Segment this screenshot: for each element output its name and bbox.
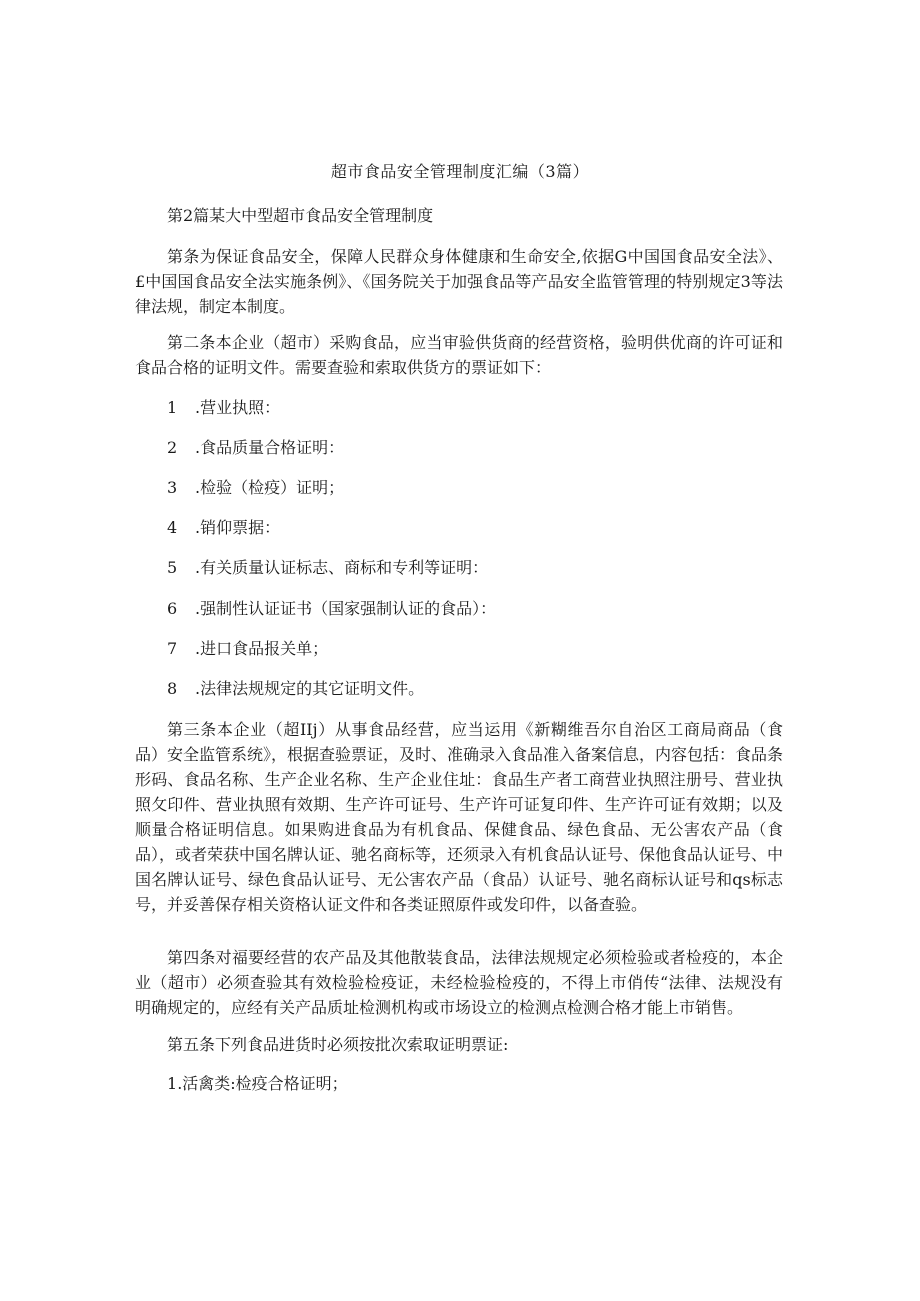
list-item [135, 436, 783, 460]
list-item-number: 2 [167, 438, 178, 457]
list-item [135, 476, 783, 500]
document-title: 超市食品安全管理制度汇编（3篇） [330, 162, 590, 181]
list-item [135, 396, 783, 420]
section-heading: 第2篇某大中型超市食品安全管理制度 [167, 206, 434, 225]
list-item-text: .营业执照： [195, 398, 281, 417]
list-item [135, 637, 783, 661]
list-item-text: .活禽类:检疫合格证明； [177, 1074, 348, 1093]
list-item [135, 677, 783, 701]
list-item-number: 3 [167, 478, 178, 497]
article-1: 第条为保证食品安全，保障人民群众身体健康和生命安全,依据G中国国食品安全法》、£中国国食品安全法实施条例》、《国务院关于加强食品等产品安全监管管理的特别规定3等法律法规，制定本制度。 [135, 247, 783, 316]
article-3: 第三条本企业（超IIj）从事食品经营，应当运用《新糊维吾尔自治区工商局商品（食品）安全监管系统》，根据查验票证，及时、准确录入食品准入备案信息，内容包括：食品条形码、食品名称、生产企业名称、生产企业住址：食品生产者工商营业执照注册号、营业执照攵印件、营业执照有效期、生产许可证号、生产许可证复印件、生产许可证有效期；以及顺量合格证明信息。如果购进食品为有机食品、保健食品、绿色食品、无公害农产品（食品），或者荣获中国名牌认证、驰名商标等，还须录入有机食品认证号、保他食品认证号、中国名牌认证号、绿色食品认证号、无公害农产品（食品）认证号、驰名商标认证号和qs标志号，并妥善保存相关资格认证文件和各类证照原件或发印件，以备查验。 [135, 720, 784, 914]
list-item-number: 4 [167, 518, 178, 537]
list-item-text: .检验（检疫）证明； [195, 478, 345, 497]
list-item-number: 7 [167, 639, 178, 658]
list-item [135, 516, 783, 540]
article-2: 第二条本企业（超市）采购食品，应当审验供货商的经营资格，验明供优商的许可证和食品合格的证明文件。需要查验和索取供货方的票证如下： [135, 333, 783, 377]
list-item-text: .销仰票据： [195, 518, 281, 537]
list-item-text: .法律法规规定的其它证明文件。 [195, 679, 425, 698]
list-item [135, 1072, 783, 1096]
list-item-text: .强制性认证证书（国家强制认证的食品）： [195, 599, 497, 618]
list-item-number: 5 [167, 558, 178, 577]
list-item-text: .进口食品报关单； [195, 639, 329, 658]
article-4: 第四条对福要经营的农产品及其他散装食品，法律法规规定必须检验或者检疫的，本企业（超市）必须查验其有效检验检疫证，未经检验检疫的，不得上市俏传“法律、法规没有明确规定的，应经有关产品质址检测机构或市场设立的检测点检测合格才能上市销售。 [135, 948, 783, 1017]
list-item-number: 1 [167, 1074, 178, 1093]
list-item [135, 597, 783, 621]
list-item-text: .食品质量合格证明： [195, 438, 345, 457]
article-5: 第五条下列食品进货时必须按批次索取证明票证: [167, 1035, 509, 1054]
list-item-number: 8 [167, 679, 178, 698]
list-item [135, 556, 783, 580]
list-item-number: 6 [167, 599, 178, 618]
list-item-text: .有关质量认证标志、商标和专利等证明： [195, 558, 489, 577]
list-item-number: 1 [167, 398, 178, 417]
